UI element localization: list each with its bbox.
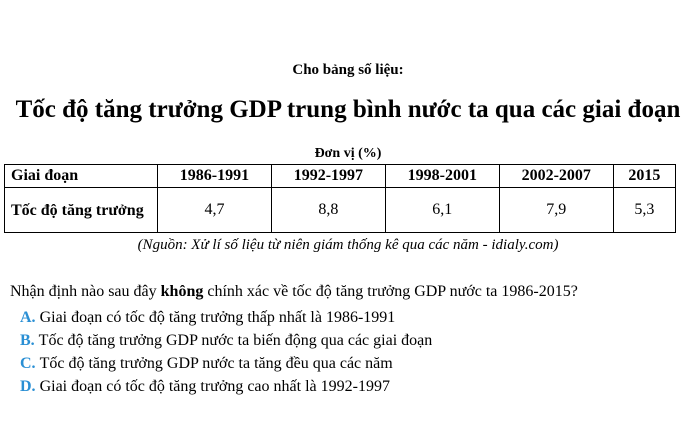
question-text: [10, 283, 578, 301]
option-d[interactable]: [20, 375, 432, 398]
option-letter: A.: [20, 309, 36, 326]
row-label: Tốc độ tăng trưởng: [5, 188, 158, 233]
value-cell: 4,7: [158, 188, 272, 233]
option-c[interactable]: [20, 352, 432, 375]
value-cell: 6,1: [385, 188, 499, 233]
header-cell: 1992-1997: [271, 165, 385, 188]
option-letter: D.: [20, 378, 36, 395]
option-letter: C.: [20, 355, 36, 372]
value-cell: 8,8: [271, 188, 385, 233]
header-cell: 2015: [613, 165, 675, 188]
option-b[interactable]: [20, 329, 432, 352]
answer-options: [20, 306, 432, 398]
header-cell: 1986-1991: [158, 165, 272, 188]
header-cell: 1998-2001: [385, 165, 499, 188]
question-prefix: Nhận định nào sau đây: [10, 283, 161, 300]
option-text: Tốc độ tăng trưởng GDP nước ta tăng đều qua các năm: [39, 355, 393, 372]
option-text: Giai đoạn có tốc độ tăng trưởng cao nhất là 1992-1997: [39, 378, 390, 395]
source-note: (Nguồn: Xử lí số liệu từ niên giám thống kê qua các năm - idialy.com): [137, 237, 559, 253]
value-cell: 5,3: [613, 188, 675, 233]
unit-label: Đơn vị (%): [314, 146, 382, 161]
value-cell: 7,9: [499, 188, 613, 233]
data-table: [4, 164, 676, 233]
question-suffix: chính xác về tốc độ tăng trưởng GDP nước ta 1986-2015?: [203, 283, 578, 300]
option-text: Giai đoạn có tốc độ tăng trưởng thấp nhất là 1986-1991: [39, 309, 396, 326]
question-emphasis: không: [160, 283, 204, 300]
header-row: [5, 165, 676, 188]
intro-text: Cho bảng số liệu:: [292, 62, 404, 78]
table-title: Tốc độ tăng trưởng GDP trung bình nước ta qua các giai đoạn: [15, 96, 681, 123]
header-period-label: Giai đoạn: [5, 165, 158, 188]
header-cell: 2002-2007: [499, 165, 613, 188]
table-row: [5, 188, 676, 233]
option-letter: B.: [20, 332, 35, 349]
option-a[interactable]: [20, 306, 432, 329]
option-text: Tốc độ tăng trưởng GDP nước ta biến động qua các giai đoạn: [38, 332, 433, 349]
